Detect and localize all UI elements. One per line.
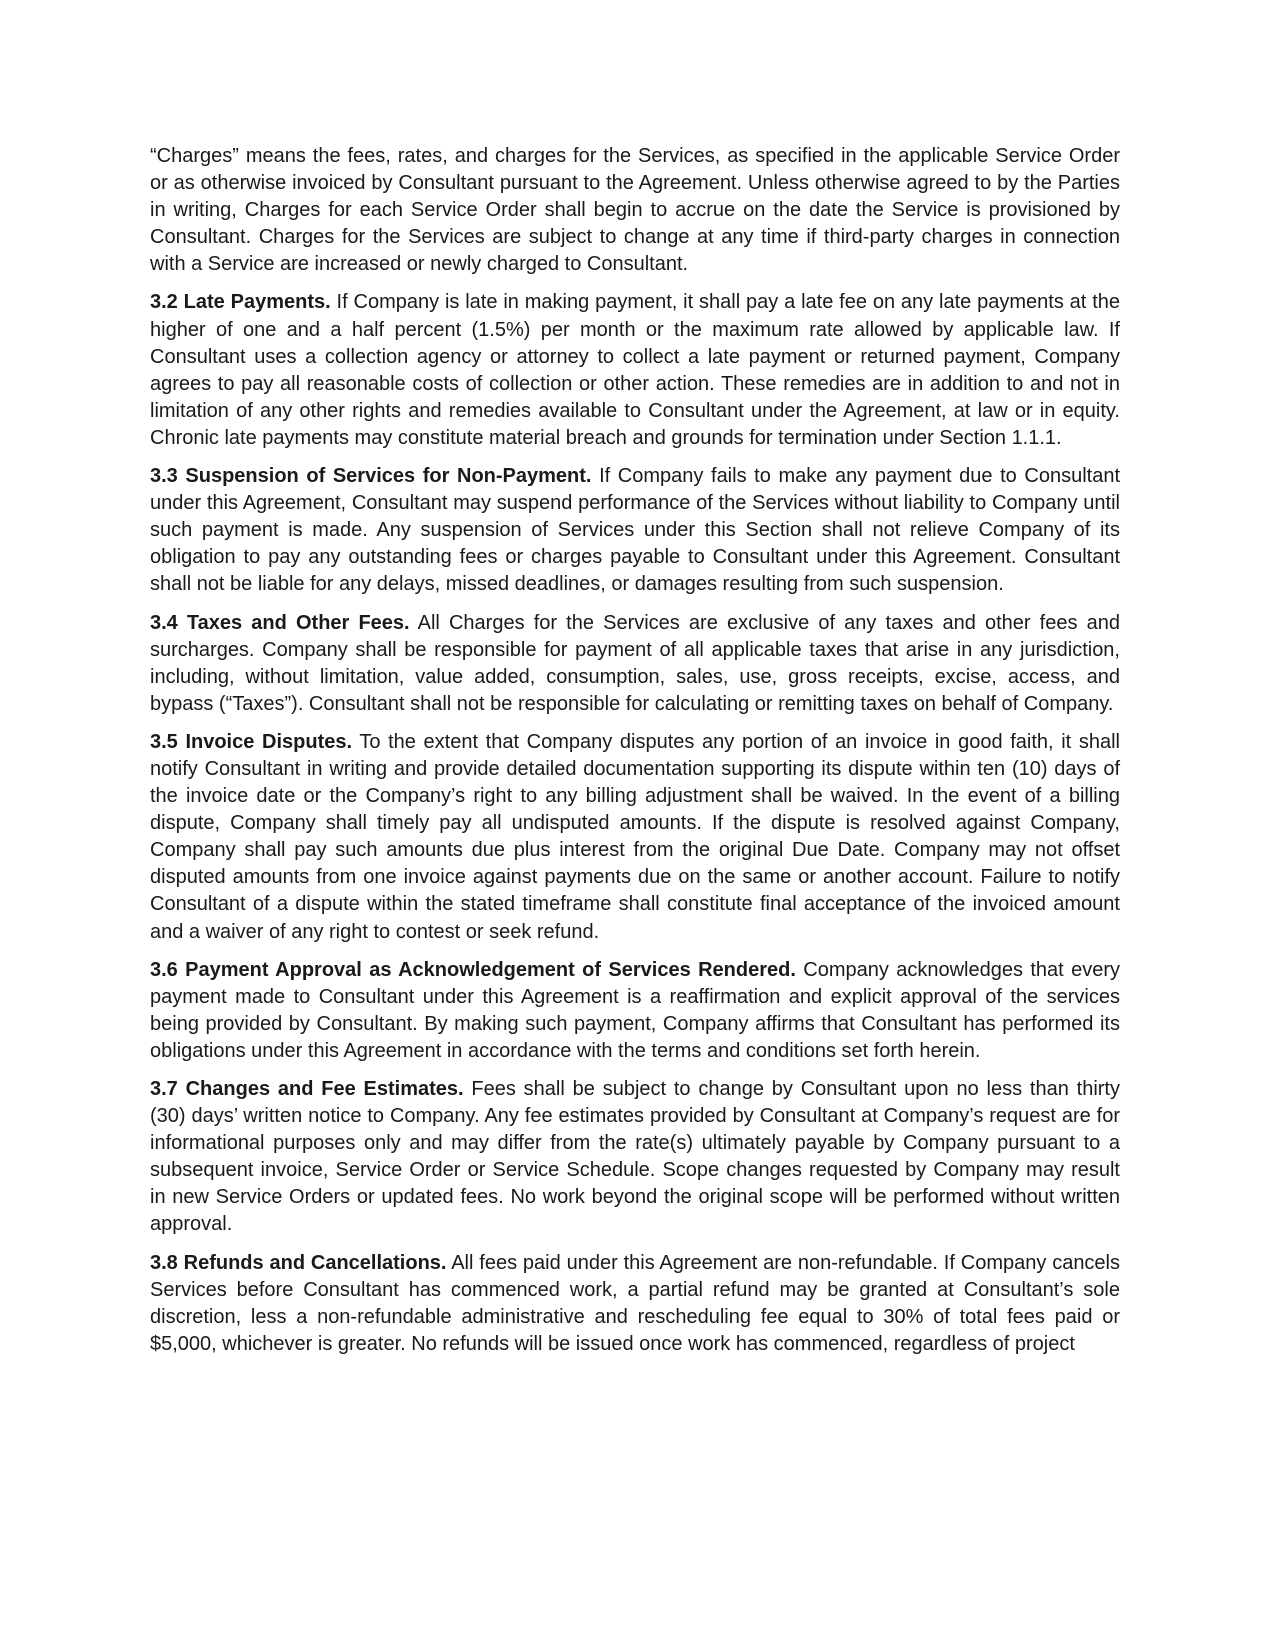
section-heading: 3.2 Late Payments.: [150, 291, 331, 314]
section-3-2-late-payments: [150, 289, 1120, 452]
section-3-7-changes-fee-estimates: [150, 1076, 1120, 1239]
section-body: If Company fails to make any payment due to Consultant under this Agreement, Consultant may suspend performance of the Services without liability to Company until such payment is made. Any suspension of Services under this Section shall not relieve Company of its obligation to pay any outstanding fees or charges payable to Consultant under this Agreement. Consultant shall not be liable for any delays, missed deadlines, or damages resulting from such suspension.: [150, 465, 1121, 596]
section-3-3-suspension: [150, 463, 1120, 598]
section-3-6-payment-approval: [150, 957, 1120, 1065]
section-body: If Company is late in making payment, it shall pay a late fee on any late payments at the higher of one and a half percent (1.5%) per month or the maximum rate allowed by applicable law. If Consultant uses a collection agency or attorney to collect a late payment or returned payment, Company agrees to pay all reasonable costs of collection or other action. These remedies are in addition to and not in limitation of any other rights and remedies available to Consultant under the Agreement, at law or in equity. Chronic late payments may constitute material breach and grounds for termination under Section 1.1.1.: [150, 291, 1121, 449]
section-heading: 3.8 Refunds and Cancellations.: [150, 1251, 447, 1274]
section-heading: 3.3 Suspension of Services for Non-Payment.: [150, 465, 592, 488]
section-body: Fees shall be subject to change by Consultant upon no less than thirty (30) days’ written notice to Company. Any fee estimates provided by Consultant at Company’s request are for informational purposes only and may differ from the rate(s) ultimately payable by Company pursuant to a subsequent invoice, Service Order or Service Schedule. Scope changes requested by Company may result in new Service Orders or updated fees. No work beyond the original scope will be performed without written approval.: [150, 1078, 1120, 1236]
section-3-5-invoice-disputes: [150, 729, 1120, 946]
paragraph-text: “Charges” means the fees, rates, and charges for the Services, as specified in the applicable Service Order or as otherwise invoiced by Consultant pursuant to the Agreement. Unless otherwise agreed to by the Parties in writing, Charges for each Service Order shall begin to accrue on the date the Service is provisioned by Consultant. Charges for the Services are subject to change at any time if third-party charges in connection with a Service are increased or newly charged to Consultant.: [150, 145, 1120, 276]
section-3-8-refunds-cancellations: [150, 1250, 1120, 1358]
document-page: [150, 143, 1120, 1369]
section-heading: 3.6 Payment Approval as Acknowledgement of Services Rendered.: [150, 958, 796, 981]
section-heading: 3.4 Taxes and Other Fees.: [150, 611, 410, 634]
section-heading: 3.7 Changes and Fee Estimates.: [150, 1078, 464, 1100]
section-body: All Charges for the Services are exclusive of any taxes and other fees and surcharges. Company shall be responsible for payment of all applicable taxes that arise in any jurisdiction, including, without limitation, value added, consumption, sales, use, gross receipts, excise, access, and bypass (“Taxes”). Consultant shall not be responsible for calculating or remitting taxes on behalf of Company.: [150, 611, 1120, 715]
section-heading: 3.5 Invoice Disputes.: [150, 730, 353, 753]
charges-definition-paragraph: [150, 143, 1120, 278]
section-3-4-taxes: [150, 610, 1120, 718]
section-body: All fees paid under this Agreement are non-refundable. If Company cancels Services before Consultant has commenced work, a partial refund may be granted at Consultant’s sole discretion, less a non-refundable administrative and rescheduling fee equal to 30% of total fees paid or $5,000, whichever is greater. No refunds will be issued once work has commenced, regardless of project: [150, 1251, 1121, 1355]
section-body: Company acknowledges that every payment made to Consultant under this Agreement is a reaffirmation and explicit approval of the services being provided by Consultant. By making such payment, Company affirms that Consultant has performed its obligations under this Agreement in accordance with the terms and conditions set forth herein.: [150, 958, 1121, 1062]
section-body: To the extent that Company disputes any portion of an invoice in good faith, it shall notify Consultant in writing and provide detailed documentation supporting its dispute within ten (10) days of the invoice date or the Company’s right to any billing adjustment shall be waived. In the event of a billing dispute, Company shall timely pay all undisputed amounts. If the dispute is resolved against Company, Company shall pay such amounts due plus interest from the original Due Date. Company may not offset disputed amounts from one invoice against payments due on the same or another account. Failure to notify Consultant of a dispute within the stated timeframe shall constitute final acceptance of the invoiced amount and a waiver of any right to contest or seek refund.: [150, 730, 1120, 943]
